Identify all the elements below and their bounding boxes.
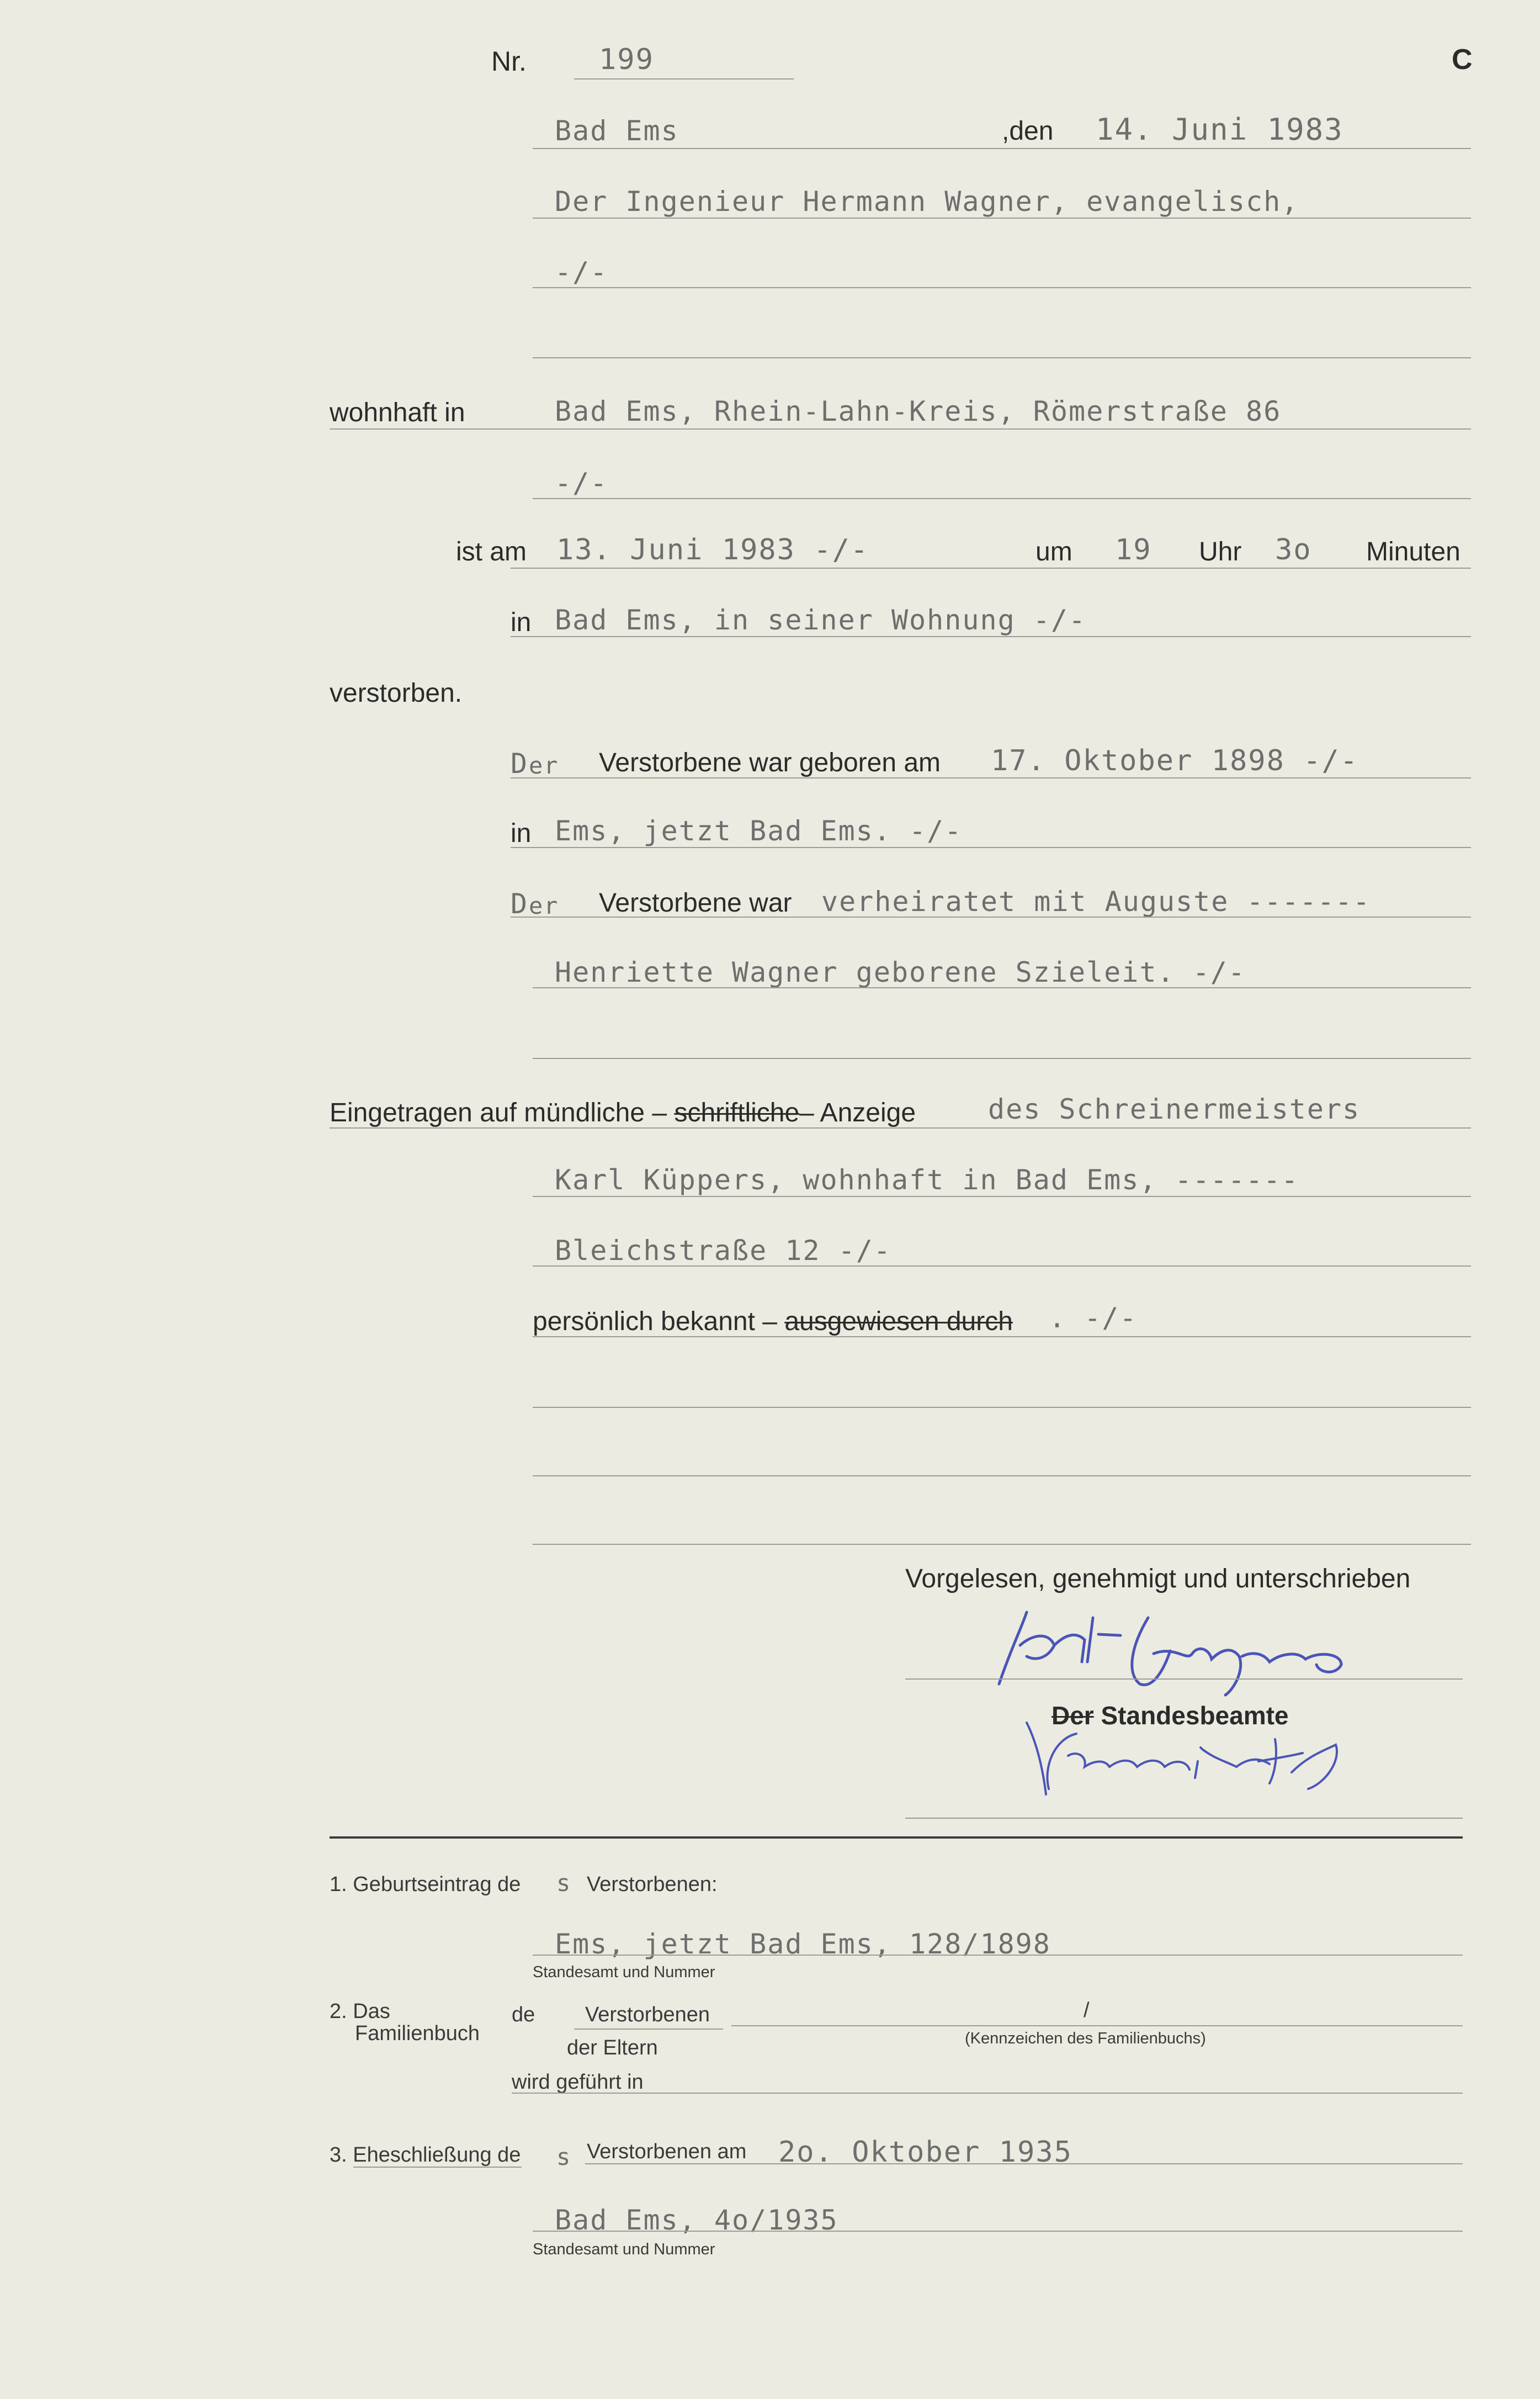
line bbox=[511, 917, 1471, 918]
footer-3-typed-s: s bbox=[556, 2143, 572, 2170]
death-date: 13. Juni 1983 -/- bbox=[556, 533, 869, 566]
footer-3-value: Bad Ems, 4o/1935 bbox=[555, 2204, 838, 2236]
footer-3-date: 2o. Oktober 1935 bbox=[778, 2136, 1072, 2169]
footer-2-wird-label: wird geführt in bbox=[512, 2070, 644, 2094]
birth-in-label: in bbox=[511, 819, 532, 848]
residence-label: wohnhaft in bbox=[330, 398, 465, 427]
line bbox=[585, 2163, 1463, 2164]
official-signature bbox=[1016, 1706, 1402, 1805]
line bbox=[533, 498, 1471, 499]
line bbox=[533, 1265, 1471, 1267]
marriage-line-1: verheiratet mit Auguste ------- bbox=[821, 886, 1371, 918]
date-value: 14. Juni 1983 bbox=[1096, 112, 1343, 147]
death-minutes: 3o bbox=[1275, 533, 1312, 566]
signature-line-1 bbox=[905, 1678, 1463, 1680]
line bbox=[533, 1196, 1471, 1197]
line bbox=[533, 1407, 1471, 1408]
marriage-line-2: Henriette Wagner geborene Szieleit. -/- bbox=[555, 956, 1246, 988]
line bbox=[533, 1955, 1463, 1956]
residence-line-2: -/- bbox=[555, 467, 608, 499]
footer-1-value: Ems, jetzt Bad Ems, 128/1898 bbox=[555, 1928, 1051, 1960]
nr-label: Nr. bbox=[491, 46, 527, 77]
footer-2-option-a: Verstorbenen bbox=[585, 2003, 710, 2026]
footer-1-typed-s: s bbox=[556, 1870, 572, 1897]
line bbox=[353, 2167, 522, 2168]
line bbox=[574, 2029, 723, 2030]
birth-prefix-d: D bbox=[511, 748, 529, 780]
footer-2-label-a: 2. Das bbox=[330, 2000, 390, 2023]
den-label: ,den bbox=[1002, 116, 1054, 146]
line bbox=[533, 1475, 1471, 1476]
line bbox=[731, 2025, 1463, 2026]
line bbox=[533, 2231, 1463, 2232]
section-divider bbox=[330, 1836, 1463, 1839]
footer-3-label-2: Verstorbenen am bbox=[587, 2140, 747, 2163]
line bbox=[511, 636, 1471, 637]
minuten-label: Minuten bbox=[1366, 537, 1461, 566]
marriage-prefix-er: er bbox=[529, 892, 559, 919]
line bbox=[330, 428, 1471, 430]
nr-value: 199 bbox=[599, 43, 654, 76]
line bbox=[511, 777, 1471, 779]
birth-label: Verstorbene war geboren am bbox=[599, 748, 941, 777]
residence-line-1: Bad Ems, Rhein-Lahn-Kreis, Römerstraße 86 bbox=[555, 395, 1282, 427]
signature-line-2 bbox=[905, 1818, 1463, 1819]
death-hour: 19 bbox=[1115, 533, 1152, 566]
footer-2-option-b: der Eltern bbox=[567, 2036, 658, 2059]
birth-prefix-er: er bbox=[529, 752, 559, 779]
ist-am-label: ist am bbox=[456, 537, 527, 566]
read-approved-label: Vorgelesen, genehmigt und unterschrieben bbox=[905, 1564, 1411, 1593]
footer-3-caption: Standesamt und Nummer bbox=[533, 2241, 715, 2258]
registration-line-1: des Schreinermeisters bbox=[988, 1093, 1361, 1125]
footer-2-de-label: de bbox=[512, 2003, 535, 2026]
identification-typed: . -/- bbox=[1049, 1302, 1138, 1334]
declarant-signature bbox=[988, 1601, 1396, 1701]
birth-date: 17. Oktober 1898 -/- bbox=[991, 744, 1359, 777]
footer-2-label-b: Familienbuch bbox=[355, 2022, 480, 2045]
footer-1-label: 1. Geburtseintrag de bbox=[330, 1873, 521, 1896]
verstorben-label: verstorben. bbox=[330, 679, 463, 708]
footer-1-caption: Standesamt und Nummer bbox=[533, 1963, 715, 1981]
line bbox=[511, 568, 1471, 569]
official-label: Der Standesbeamte bbox=[1052, 1701, 1289, 1730]
line bbox=[533, 1058, 1471, 1059]
line bbox=[330, 1127, 1471, 1129]
corner-letter: C bbox=[1452, 44, 1473, 76]
footer-1-label-2: Verstorbenen: bbox=[587, 1873, 718, 1896]
line bbox=[512, 2093, 1463, 2094]
death-in-label: in bbox=[511, 608, 532, 637]
death-place: Bad Ems, in seiner Wohnung -/- bbox=[555, 604, 1087, 636]
marriage-label: Verstorbene war bbox=[599, 888, 792, 918]
line bbox=[533, 218, 1471, 219]
place-value: Bad Ems bbox=[555, 115, 679, 147]
line bbox=[533, 357, 1471, 358]
footer-3-label: 3. Eheschließung de bbox=[330, 2143, 521, 2167]
registration-line-3: Bleichstraße 12 -/- bbox=[555, 1235, 891, 1267]
registration-line-2: Karl Küppers, wohnhaft in Bad Ems, ------- bbox=[555, 1164, 1299, 1196]
identification-label: persönlich bekannt – ausgewiesen durch bbox=[533, 1307, 1013, 1336]
uhr-label: Uhr bbox=[1199, 537, 1242, 566]
birth-place: Ems, jetzt Bad Ems. -/- bbox=[555, 815, 963, 847]
line bbox=[533, 1336, 1471, 1337]
line bbox=[533, 987, 1471, 988]
declarant-line-2: -/- bbox=[555, 256, 608, 288]
place-date-line bbox=[533, 148, 1471, 149]
footer-2-slash: / bbox=[1084, 1999, 1090, 2022]
nr-line bbox=[574, 78, 794, 80]
registration-label: Eingetragen auf mündliche – schriftliche– Anzeige bbox=[330, 1098, 916, 1127]
line bbox=[533, 1544, 1471, 1545]
marriage-prefix-d: D bbox=[511, 888, 529, 920]
line bbox=[511, 847, 1471, 848]
footer-2-caption: (Kennzeichen des Familienbuchs) bbox=[965, 2030, 1206, 2047]
declarant-line-1: Der Ingenieur Hermann Wagner, evangelisch, bbox=[555, 186, 1299, 218]
um-label: um bbox=[1035, 537, 1072, 566]
line bbox=[533, 287, 1471, 288]
